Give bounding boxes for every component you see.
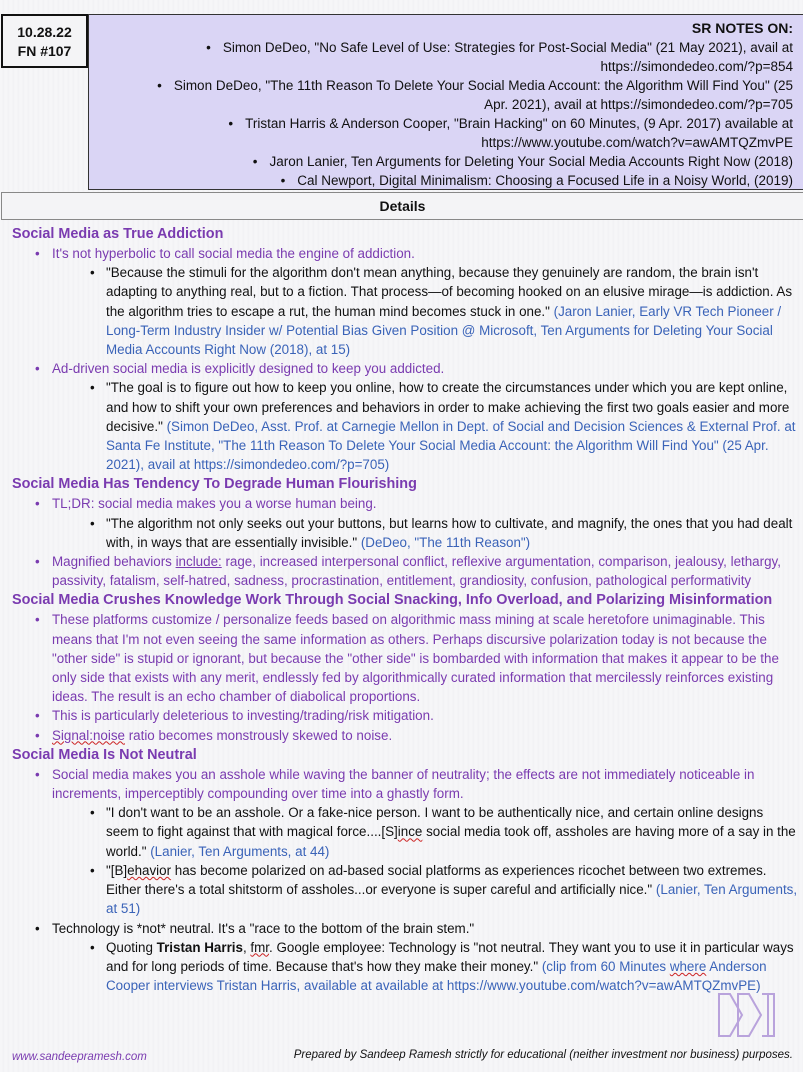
quote-item: • "The goal is to figure out how to keep you online, how to create the circumstances under which you are kept online, and how to shift your own preferences and behaviors in order to make achieving the first two goals easier and more decisive." (Simon DeDeo, Asst. Prof. at Carnegie Mellon in Dept. of Social and Decision Sciences & External Prof. at Santa Fe Institute, "The 11th Reason To Delete Your Social Media Account: the Algorithm Will Find You" (25 Apr. 2021), avail at https://simondedeo.com/?p=705) [12, 378, 798, 474]
spellcheck-word: ince [397, 824, 423, 840]
source-line: • Simon DeDeo, "The 11th Reason To Delete Your Social Media Account: the Algorithm Will Find You" (25 [99, 76, 793, 95]
sources-box [88, 14, 803, 190]
citation: (Lanier, Ten Arguments, at 44) [150, 843, 330, 859]
source-line: Apr. 2021), avail at https://simondedeo.com/?p=705 [484, 97, 793, 112]
section-title: Social Media as True Addiction [12, 226, 224, 242]
spellcheck-word: fmr [250, 939, 270, 955]
bullet-icon [281, 173, 298, 188]
section-title: Social Media Crushes Knowledge Work Through Social Snacking, Info Overload, and Polarizing Misinformation [12, 592, 773, 609]
list-item: • It's not hyperbolic to call social media the engine of addiction. [12, 244, 798, 263]
quote-item: • "[B]ehavior has become polarized on ad-based social platforms as experiences ricochet between two extremes. Either there's a total shitstorm of assholes...or everyone is super careful and artificially nice." (Lanier, Ten Arguments, at 51) [12, 861, 798, 919]
bullet-icon [228, 116, 245, 131]
list-item: • Signal:noise ratio becomes monstrously skewed to noise. [12, 726, 798, 745]
quote-item: • Quoting Tristan Harris, fmr. Google employee: Technology is "not neutral. They want you to use it in particular ways and for long periods of time. Because that's how they make their money." (clip from 60 Minutes where Anderson Cooper interviews Tristan Harris, available at available at https://www.youtube.com/watch?v=awAMTQZmvPE) [12, 938, 798, 996]
sources-title: SR NOTES ON: [691, 20, 793, 36]
source-line: • Cal Newport, Digital Minimalism: Choosing a Focused Life in a Noisy World, (2019) [99, 171, 793, 190]
spellcheck-word: Signal:noise [52, 727, 125, 743]
list-item: • Technology is *not* neutral. It's a "race to the bottom of the brain stem." [12, 919, 798, 938]
source-line: https://www.youtube.com/watch?v=awAMTQZmvPE [481, 135, 793, 150]
note-date: 10.28.22 [17, 24, 72, 40]
list-item: • Magnified behaviors include: rage, increased interpersonal conflict, reflexive argumentation, comparison, jealousy, lethargy, passivity, fatalism, self-hatred, sadness, procrastination, entitlement, grandiosity, confusion, pathological performativity [12, 552, 798, 590]
section-title: Social Media Is Not Neutral [12, 746, 197, 763]
list-item: • These platforms customize / personalize feeds based on algorithmic mass mining at scale heretofore unimaginable. This means that I'm not even seeing the same information as others. Perhaps discursive polarization today is not because the "other side" is stupid or ignorant, but because the "other side" is bombarded with information that makes it appear to be the only side that exists with any merit, endlessly fed by algorithmically curated information that mercilessly reinforces existing ideas. The result is an echo chamber of diabolical proportions. [12, 610, 798, 706]
citation: (clip from 60 Minutes where Anderson Cooper interviews Tristan Harris, available at available at https://www.youtube.com/watch?v=awAMTQZmvPE) [106, 958, 767, 994]
details-content [12, 224, 798, 995]
bold-name: Tristan Harris [156, 939, 243, 955]
footer-disclaimer: Prepared by Sandeep Ramesh strictly for educational (neither investment nor business) purposes. [293, 1049, 793, 1061]
spellcheck-word: ehavior [127, 862, 172, 878]
list-item: • Ad-driven social media is explicitly designed to keep you addicted. [12, 359, 798, 378]
source-line: https://simondedeo.com/?p=854 [600, 59, 793, 74]
list-item: • This is particularly deleterious to investing/trading/risk mitigation. [12, 706, 798, 725]
quote-item: • "The algorithm not only seeks out your buttons, but learns how to cultivate, and magnify, the ones that you had dealt with, in ways that are essentially invisible." (DeDeo, "The 11th Reason") [12, 514, 798, 552]
source-line: • Jaron Lanier, Ten Arguments for Deleting Your Social Media Accounts Right Now (2018) [99, 152, 793, 171]
quote-item: • "Because the stimuli for the algorithm don't mean anything, because they genuinely are random, the brain isn't adapting to anything real, but to a fiction. That process—of becoming hooked on an elusive mirage—is addiction. As the algorithm tries to escape a rut, the human mind becomes stuck in one." (Jaron Lanier, Early VR Tech Pioneer / Long-Term Industry Insider w/ Potential Bias Given Position @ Microsoft, Ten Arguments for Deleting Your Social Media Accounts Right Now (2018), at 15) [12, 263, 798, 359]
underlined-word: include: [175, 554, 222, 570]
source-line: • Simon DeDeo, "No Safe Level of Use: Strategies for Post-Social Media" (21 May 2021), avail at [99, 38, 793, 57]
citation: (Jaron Lanier, Early VR Tech Pioneer / Long-Term Industry Insider w/ Potential Bias Given Position @ Microsoft, Ten Arguments for Deleting Your Social Media Accounts Right Now (2018), at 15) [106, 303, 782, 358]
list-item: • Social media makes you an asshole while waving the banner of neutrality; the effects are not immediately noticeable in increments, imperceptibly compounding over time into a ghastly form. [12, 765, 798, 803]
citation: (Simon DeDeo, Asst. Prof. at Carnegie Mellon in Dept. of Social and Decision Sciences & External Prof. at Santa Fe Institute, "The 11th Reason To Delete Your Social Media Account: the Algorithm Will Find You" (25 Apr. 2021), avail at https://simondedeo.com/?p=705) [106, 418, 796, 473]
bullet-icon [206, 40, 223, 55]
note-number: FN #107 [17, 43, 72, 59]
footer-website: www.sandeepramesh.com [12, 1051, 147, 1063]
quote-item: • "I don't want to be an asshole. Or a fake-nice person. I want to be authentically nice, and certain online designs seem to fight against that with magical force....[S]ince social media took off, assholes are having more of a say in the world." (Lanier, Ten Arguments, at 44) [12, 803, 798, 861]
details-heading: Details [1, 192, 803, 220]
citation: (Lanier, Ten Arguments, at 51) [106, 882, 798, 917]
bullet-icon [157, 78, 174, 93]
logo-icon [716, 990, 778, 1040]
bullet-icon [253, 154, 270, 169]
date-box [1, 14, 88, 68]
citation: (DeDeo, "The 11th Reason") [360, 534, 531, 550]
source-line: • Tristan Harris & Anderson Cooper, "Brain Hacking" on 60 Minutes, (9 Apr. 2017) available at [99, 114, 793, 133]
section-title: Social Media Has Tendency To Degrade Human Flourishing [12, 476, 417, 493]
list-item: • TL;DR: social media makes you a worse human being. [12, 494, 798, 513]
